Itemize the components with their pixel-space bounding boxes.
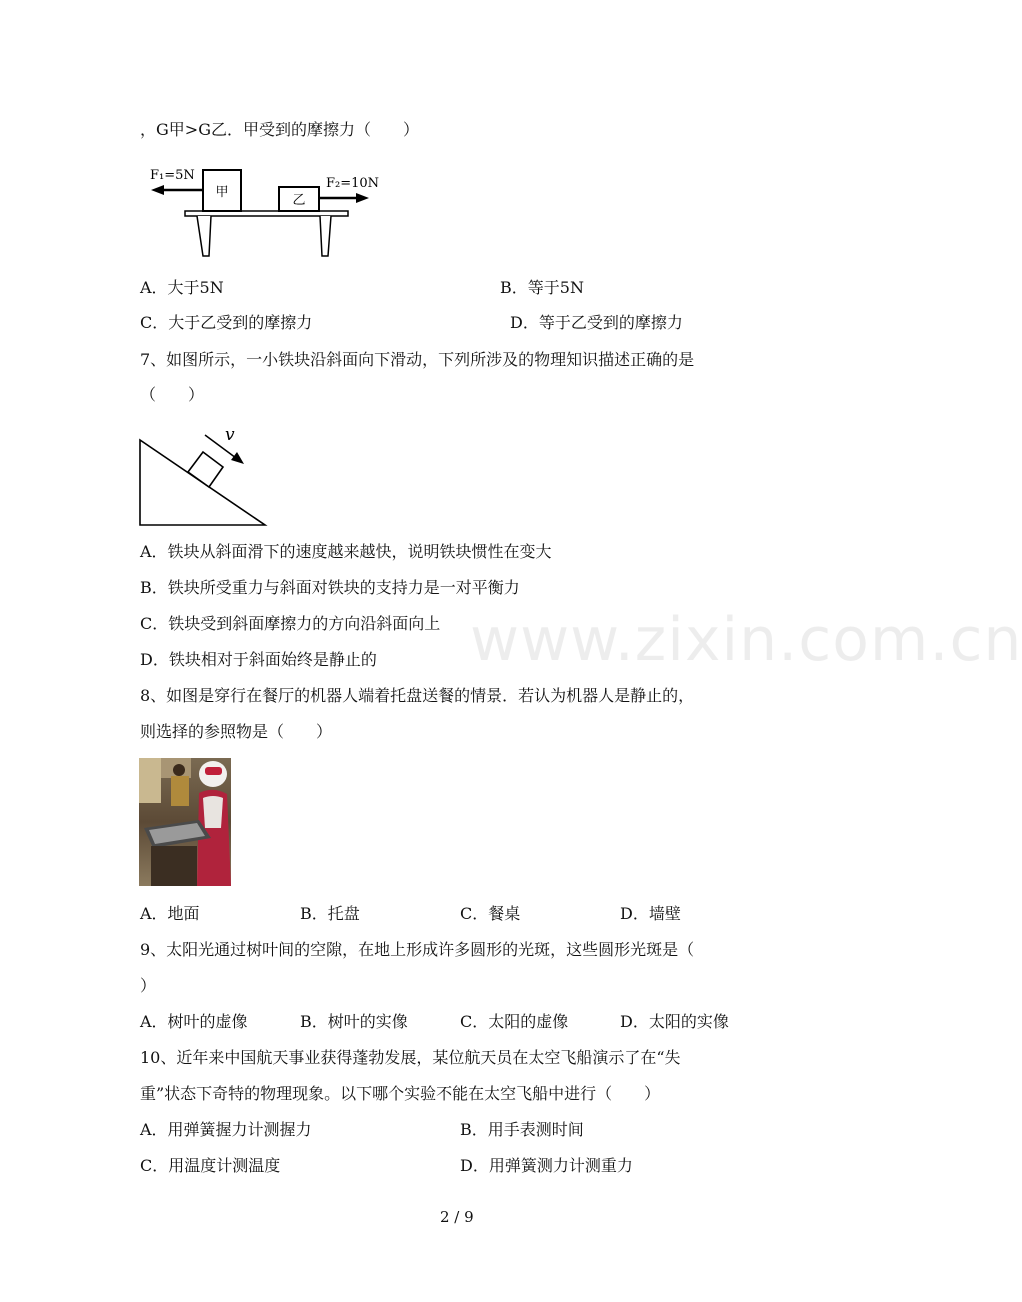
q10-stem-line2: 重”状态下奇特的物理现象。以下哪个实验不能在太空飞船中进行（ ） xyxy=(140,1084,661,1103)
q6-figure xyxy=(145,160,385,260)
f2-label: F₂=10N xyxy=(326,176,380,191)
q9-stem-line1: 9、太阳光通过树叶间的空隙，在地上形成许多圆形的光斑，这些圆形光斑是（ xyxy=(140,940,695,959)
q10-option-b: B．用手表测时间 xyxy=(460,1120,584,1139)
q8-option-a: A．地面 xyxy=(140,904,200,923)
q8-stem-line2: 则选择的参照物是（ ） xyxy=(140,722,333,741)
q8-option-d: D．墙壁 xyxy=(620,904,681,923)
q6-option-a: A．大于5N xyxy=(140,278,224,297)
q6-stem: ，G甲>G乙．甲受到的摩擦力（ ） xyxy=(140,120,419,139)
velocity-arrow-head xyxy=(231,452,244,464)
q7-figure xyxy=(135,420,275,530)
q7-option-d: D．铁块相对于斜面始终是静止的 xyxy=(140,650,377,669)
q7-option-b: B．铁块所受重力与斜面对铁块的支持力是一对平衡力 xyxy=(140,578,520,597)
q10-option-c: C．用温度计测温度 xyxy=(140,1156,281,1175)
q10-option-d: D．用弹簧测力计测重力 xyxy=(460,1156,633,1175)
q7-stem-line2: （ ） xyxy=(140,385,205,404)
q9-stem-line2: ） xyxy=(140,976,157,995)
f2-arrow-head xyxy=(356,193,369,203)
q7-stem-line1: 7、如图所示，一小铁块沿斜面向下滑动，下列所涉及的物理知识描述正确的是 xyxy=(140,350,695,369)
robot-photo xyxy=(139,758,231,886)
q7-option-a: A．铁块从斜面滑下的速度越来越快，说明铁块惯性在变大 xyxy=(140,542,552,561)
q10-stem-line1: 10、近年来中国航天事业获得蓬勃发展，某位航天员在太空飞船演示了在“失 xyxy=(140,1048,681,1067)
f1-label: F₁=5N xyxy=(150,168,195,183)
q8-stem-line1: 8、如图是穿行在餐厅的机器人端着托盘送餐的情景．若认为机器人是静止的， xyxy=(140,686,695,705)
page-number: 2 / 9 xyxy=(440,1208,474,1226)
q9-option-d: D．太阳的实像 xyxy=(620,1012,729,1031)
iron-block xyxy=(188,452,223,487)
block-a-label: 甲 xyxy=(215,185,229,200)
q8-option-b: B．托盘 xyxy=(300,904,360,923)
watermark: www.zixin.com.cn xyxy=(470,605,1022,675)
q7-option-c: C．铁块受到斜面摩擦力的方向沿斜面向上 xyxy=(140,614,441,633)
q9-option-b: B．树叶的实像 xyxy=(300,1012,408,1031)
q6-option-b: B．等于5N xyxy=(500,278,584,297)
q6-option-c: C．大于乙受到的摩擦力 xyxy=(140,313,313,332)
q9-option-a: A．树叶的虚像 xyxy=(140,1012,248,1031)
f1-arrow-head xyxy=(151,185,164,195)
q9-option-c: C．太阳的虚像 xyxy=(460,1012,569,1031)
velocity-label: v xyxy=(225,425,235,445)
table-leg-right xyxy=(320,216,331,256)
q8-option-c: C．餐桌 xyxy=(460,904,521,923)
q6-option-d: D．等于乙受到的摩擦力 xyxy=(510,313,683,332)
q10-option-a: A．用弹簧握力计测握力 xyxy=(140,1120,312,1139)
table-leg-left xyxy=(197,216,211,256)
block-b-label: 乙 xyxy=(292,193,306,208)
